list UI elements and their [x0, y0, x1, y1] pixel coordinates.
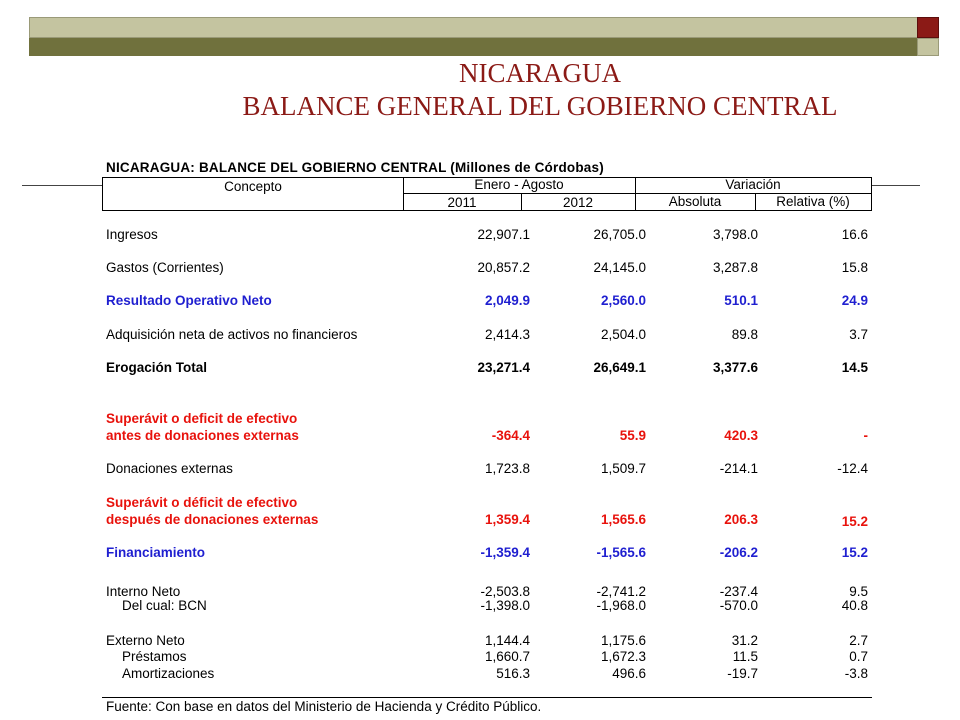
table-footer-source: Fuente: Con base en datos del Ministerio de Hacienda y Crédito Público.	[106, 699, 542, 714]
corner-square-tan	[917, 38, 939, 56]
top-band-olive	[29, 38, 917, 56]
table-row: Préstamos 1,660.7 1,672.3 11.5 0.7	[122, 649, 868, 664]
table-row: Superávit o deficit de efectivo	[106, 411, 298, 426]
header-relativa: Relativa (%)	[776, 194, 850, 209]
header-variacion: Variación	[725, 177, 781, 192]
table-row: Adquisición neta de activos no financieros 2,414.3 2,504.0 89.8 3.7	[106, 327, 868, 342]
header-concepto: Concepto	[224, 179, 282, 194]
header-2012: 2012	[562, 195, 594, 210]
table-row: después de donaciones externas 1,359.4 1,565.6 206.3 15.2	[106, 512, 868, 529]
divider-left	[22, 185, 102, 186]
header-period: Enero - Agosto	[474, 177, 564, 192]
table-row: Financiamiento -1,359.4 -1,565.6 -206.2 15.2	[106, 545, 868, 560]
slide-title-line2: BALANCE GENERAL DEL GOBIERNO CENTRAL	[242, 91, 838, 121]
corner-square-red	[917, 17, 939, 38]
slide-title-line1: NICARAGUA	[459, 58, 621, 88]
top-band-light	[29, 17, 939, 38]
table-row: Donaciones externas 1,723.8 1,509.7 -214.1 -12.4	[106, 461, 868, 476]
table-row: Ingresos 22,907.1 26,705.0 3,798.0 16.6	[106, 227, 868, 242]
divider-right	[872, 185, 920, 186]
table-row: antes de donaciones externas -364.4 55.9 420.3 -	[106, 428, 868, 443]
table-row: Resultado Operativo Neto 2,049.9 2,560.0 510.1 24.9	[106, 293, 868, 308]
table-row: Amortizaciones 516.3 496.6 -19.7 -3.8	[122, 666, 868, 681]
table-row: Del cual: BCN -1,398.0 -1,968.0 -570.0 40.8	[122, 598, 868, 613]
footer-rule	[102, 697, 872, 698]
table-row: Externo Neto 1,144.4 1,175.6 31.2 2.7	[106, 633, 868, 648]
table-row: Interno Neto -2,503.8 -2,741.2 -237.4 9.5	[106, 584, 868, 599]
table-row: Gastos (Corrientes) 20,857.2 24,145.0 3,287.8 15.8	[106, 260, 868, 275]
header-2011: 2011	[447, 195, 477, 210]
header-absoluta: Absoluta	[668, 194, 722, 209]
table-row: Erogación Total 23,271.4 26,649.1 3,377.6 14.5	[106, 360, 868, 375]
table-title: NICARAGUA: BALANCE DEL GOBIERNO CENTRAL (Millones de Córdobas)	[106, 160, 604, 175]
table-header	[102, 177, 872, 211]
table-row: Superávit o déficit de efectivo	[106, 495, 298, 510]
